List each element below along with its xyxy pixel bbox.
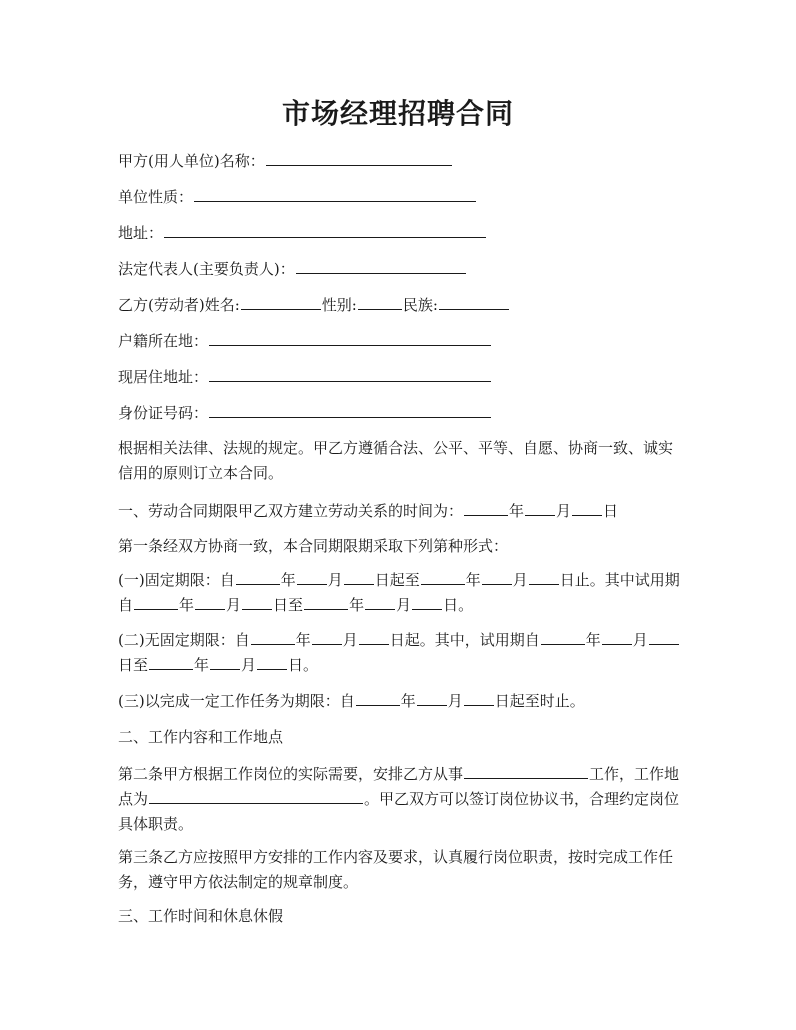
gender-label: 性别: — [321, 296, 357, 314]
month-label: 月 — [241, 656, 257, 674]
party-a-name-field[interactable] — [266, 150, 452, 166]
fixed-start-year[interactable] — [236, 569, 280, 585]
year-label: 年 — [194, 656, 210, 674]
fixed-end-label: 日止。其中试用期自 — [118, 571, 680, 614]
probation-start-year[interactable] — [134, 594, 178, 610]
id-number-line — [118, 402, 492, 423]
job-field[interactable] — [464, 763, 588, 779]
article-3-paragraph: 第三条乙方应按照甲方安排的工作内容及要求，认真履行岗位职责，按时完成工作任务，遵守甲方依法制定的规章制度。 — [118, 848, 674, 891]
address-label: 地址： — [118, 224, 164, 242]
unit-nature-line — [118, 186, 477, 207]
fixed-term-label: (一)固定期限：自 — [118, 571, 235, 589]
section-1-text: 一、劳动合同期限甲乙双方建立劳动关系的时间为： — [118, 502, 464, 520]
open-probation-end-month[interactable] — [210, 654, 240, 670]
section-2-heading: 二、工作内容和工作地点 — [118, 728, 284, 746]
year-label: 年 — [179, 596, 195, 614]
article-2-text-a: 第二条甲方根据工作岗位的实际需要，安排乙方从事 — [118, 765, 464, 783]
to-label: 日至 — [118, 656, 149, 674]
id-number-field[interactable] — [209, 402, 491, 418]
id-number-label: 身份证号码： — [118, 404, 209, 422]
section-1-line — [118, 500, 618, 521]
open-probation-start-day[interactable] — [649, 629, 679, 645]
month-label: 月 — [342, 631, 358, 649]
household-line — [118, 330, 492, 351]
open-start-year[interactable] — [251, 629, 295, 645]
party-b-name-field[interactable] — [241, 294, 321, 310]
party-a-name-label: 甲方(用人单位)名称： — [118, 152, 265, 170]
probation-start-month[interactable] — [195, 594, 225, 610]
open-term-label: (二)无固定期限：自 — [118, 631, 250, 649]
residence-label: 现居住地址： — [118, 368, 209, 386]
section-3-heading: 三、工作时间和休息休假 — [118, 907, 284, 925]
legal-rep-field[interactable] — [296, 258, 466, 274]
open-start-label: 日起。其中，试用期自 — [389, 631, 540, 649]
fixed-start-month[interactable] — [297, 569, 327, 585]
start-month-field[interactable] — [525, 500, 555, 516]
year-label: 年 — [400, 692, 416, 710]
year-label: 年 — [295, 631, 311, 649]
probation-end-year[interactable] — [304, 594, 348, 610]
gender-field[interactable] — [358, 294, 402, 310]
fixed-start-day[interactable] — [344, 569, 374, 585]
open-start-day[interactable] — [359, 629, 389, 645]
start-year-field[interactable] — [464, 500, 508, 516]
party-a-name-line — [118, 150, 453, 171]
workplace-field[interactable] — [149, 788, 363, 804]
probation-start-day[interactable] — [242, 594, 272, 610]
task-start-year[interactable] — [356, 690, 400, 706]
household-field[interactable] — [209, 330, 491, 346]
start-day-field[interactable] — [572, 500, 602, 516]
article-2-text-b: 工作，工作地点为 — [118, 765, 680, 808]
document-title: 市场经理招聘合同 — [281, 97, 514, 130]
month-label: 月 — [396, 596, 412, 614]
year-label: 年 — [585, 631, 601, 649]
day-label: 日 — [603, 502, 619, 520]
open-probation-end-day[interactable] — [257, 654, 287, 670]
fixed-term-paragraph — [118, 568, 684, 618]
address-field[interactable] — [164, 222, 486, 238]
from-label: 日起至 — [374, 571, 420, 589]
task-term-label: (三)以完成一定工作任务为期限：自 — [118, 692, 355, 710]
party-b-name-label: 乙方(劳动者)姓名: — [118, 296, 240, 314]
task-end-label: 日起至时止。 — [494, 692, 585, 710]
article-2-text-c: 。甲乙双方可以签订岗位协议书，合理约定岗位具体职责。 — [118, 790, 680, 833]
end-label: 日。 — [443, 596, 474, 614]
open-probation-start-month[interactable] — [602, 629, 632, 645]
residence-field[interactable] — [209, 366, 491, 382]
year-label: 年 — [280, 571, 296, 589]
probation-end-month[interactable] — [365, 594, 395, 610]
open-start-month[interactable] — [312, 629, 342, 645]
fixed-end-year[interactable] — [421, 569, 465, 585]
party-b-line — [118, 294, 510, 315]
legal-rep-label: 法定代表人(主要负责人)： — [118, 260, 295, 278]
legal-rep-line — [118, 258, 467, 279]
task-term-line — [118, 690, 585, 711]
year-label: 年 — [509, 502, 525, 520]
open-term-paragraph — [118, 628, 684, 678]
fixed-end-month[interactable] — [482, 569, 512, 585]
address-line — [118, 222, 487, 243]
open-probation-end-year[interactable] — [149, 654, 193, 670]
end-label: 日。 — [288, 656, 319, 674]
residence-line — [118, 366, 492, 387]
unit-nature-label: 单位性质： — [118, 188, 194, 206]
to-label: 日至 — [273, 596, 304, 614]
ethnicity-field[interactable] — [439, 294, 509, 310]
month-label: 月 — [556, 502, 572, 520]
unit-nature-field[interactable] — [194, 186, 476, 202]
month-label: 月 — [226, 596, 242, 614]
month-label: 月 — [632, 631, 648, 649]
preamble-paragraph: 根据相关法律、法规的规定。甲乙方遵循合法、公平、平等、自愿、协商一致、诚实信用的原则订立本合同。 — [118, 439, 674, 482]
month-label: 月 — [512, 571, 528, 589]
article-2-paragraph — [118, 762, 684, 837]
household-label: 户籍所在地： — [118, 332, 209, 350]
year-label: 年 — [349, 596, 365, 614]
ethnicity-label: 民族: — [402, 296, 438, 314]
probation-end-day[interactable] — [412, 594, 442, 610]
article-1: 第一条经双方协商一致，本合同期限期采取下列第种形式： — [118, 537, 509, 555]
year-label: 年 — [465, 571, 481, 589]
open-probation-start-year[interactable] — [541, 629, 585, 645]
task-start-month[interactable] — [417, 690, 447, 706]
month-label: 月 — [447, 692, 463, 710]
fixed-end-day[interactable] — [529, 569, 559, 585]
task-start-day[interactable] — [464, 690, 494, 706]
month-label: 月 — [327, 571, 343, 589]
